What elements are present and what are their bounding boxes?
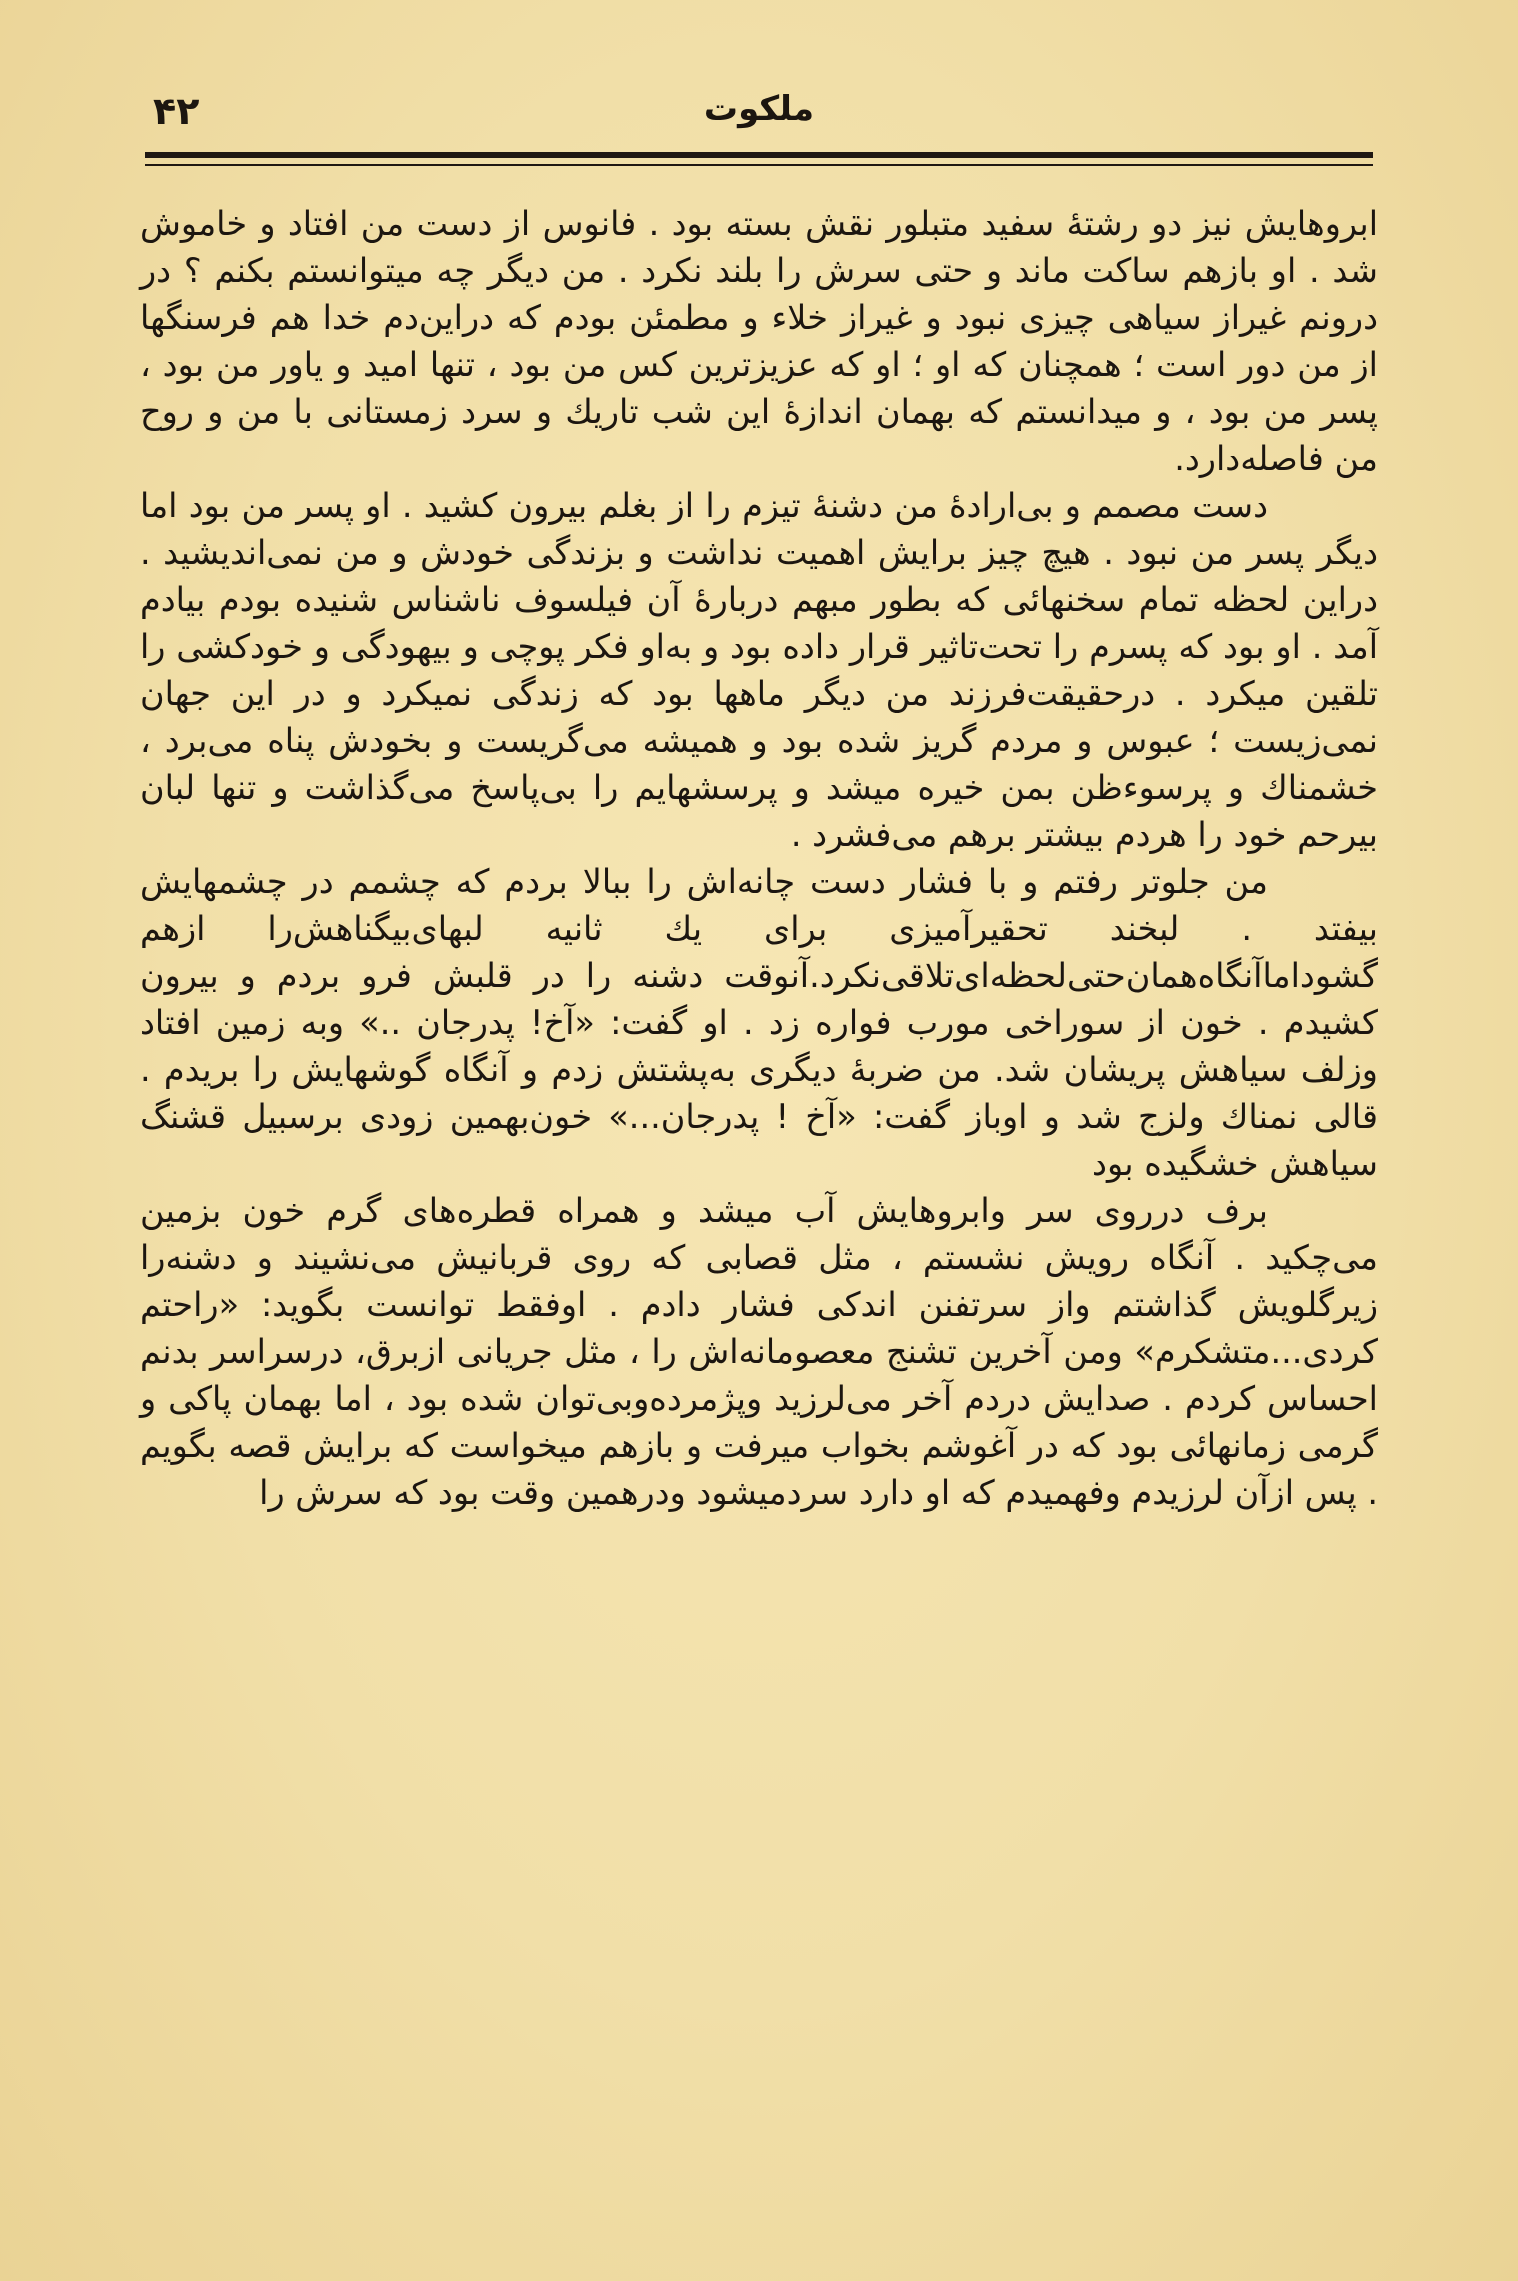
running-title: ملکوت	[703, 89, 815, 129]
paragraph: برف درروی سر وابروهایش آب میشد و همراه قطره‌های گرم خون بزمین می‌چکید . آنگاه رویش نشستم ، مثل قصابی که روی قربانیش می‌نشیند و دشنه‌را زیرگلویش گذاشتم واز سرتفنن اندکی فشار دادم . اوفقط توانست بگوید: «راحتم کردی...متشکرم» ومن آخرین تشنج معصومانه‌اش را ، مثل جریانی ازبرق، درسراسر بدنم احساس کردم . صدایش دردم آخر می‌لرزید وپژمرده‌وبی‌توان شده بود ، اما بهمان پاکی و گرمی زمانهائی بود که در آغوشم بخواب میرفت و بازهم میخواست که برایش قصه بگویم . پس ازآن لرزیدم وفهمیدم که او دارد سردمیشود ودرهمین وقت بود که سرش را	[140, 1191, 1378, 1512]
page-number: ۴۲	[153, 89, 200, 133]
paragraph: دست مصمم و بی‌ارادهٔ من دشنهٔ تیزم را از بغلم بیرون کشید . او پسر من بود اما دیگر پسر من نبود . هیچ چیز برایش اهمیت نداشت و بزندگی خودش و من نمی‌اندیشید . دراین لحظه تمام سخنهائی که بطور مبهم دربارهٔ آن فیلسوف ناشناس شنیده بودم بیادم آمد . او بود که پسرم را تحت‌تاثیر قرار داده بود و به‌او فکر پوچی و بیهودگی و خودکشی را تلقین میکرد . درحقیقت‌فرزند من دیگر ماهها بود که زندگی نمیکرد و در این جهان نمی‌زیست ؛ عبوس و مردم گریز شده بود و همیشه می‌گریست و بخودش پناه می‌برد ، خشمناك و پرسوءظن بمن خیره میشد و پرسشهایم را بی‌پاسخ می‌گذاشت و تنها لبان بیرحم خود را هردم بیشتر برهم می‌فشرد .	[140, 486, 1378, 854]
paragraph: ابروهایش نیز دو رشتهٔ سفید متبلور نقش بسته بود . فانوس از دست من افتاد و خاموش شد . او بازهم ساکت ماند و حتی سرش را بلند نکرد . من دیگر چه میتوانستم بکنم ؟ در درونم غیراز سیاهی چیزی نبود و غیراز خلاء و مطمئن بودم که دراین‌دم خدا هم فرسنگها از من دور است ؛ همچنان که او ؛ او که عزیزترین کس من بود ، تنها امید و یاور من بود ، پسر من بود ، و میدانستم که بهمان اندازهٔ این شب تاریك و سرد زمستانی با من و روح من فاصله‌دارد.	[140, 204, 1378, 478]
paragraph: من جلوتر رفتم و با فشار دست چانه‌اش را ببالا بردم که چشمم در چشمهایش بیفتد . لبخند تحقیرآمیزی برای یك ثانیه لبهای‌بیگناهش‌را ازهم گشوداماآنگاه‌همان‌حتی‌لحظه‌ای‌تلاقی‌نکرد.آنوقت دشنه را در قلبش فرو بردم و بیرون کشیدم . خون از سوراخی مورب فواره زد . او گفت: «آخ! پدرجان ..» وبه زمین افتاد وزلف سیاهش پریشان شد. من ضربهٔ دیگری به‌پشتش زدم و آنگاه گوشهایش را بریدم . قالی نمناك ولزج شد و اوباز گفت: «آخ ! پدرجان...» خون‌بهمین زودی برسبیل قشنگ سیاهش خشگیده بود	[140, 862, 1378, 1183]
page-header	[145, 89, 1373, 162]
header-rule-thin	[145, 164, 1373, 166]
header-rule-thick	[145, 152, 1373, 158]
body-text	[140, 200, 1378, 2201]
